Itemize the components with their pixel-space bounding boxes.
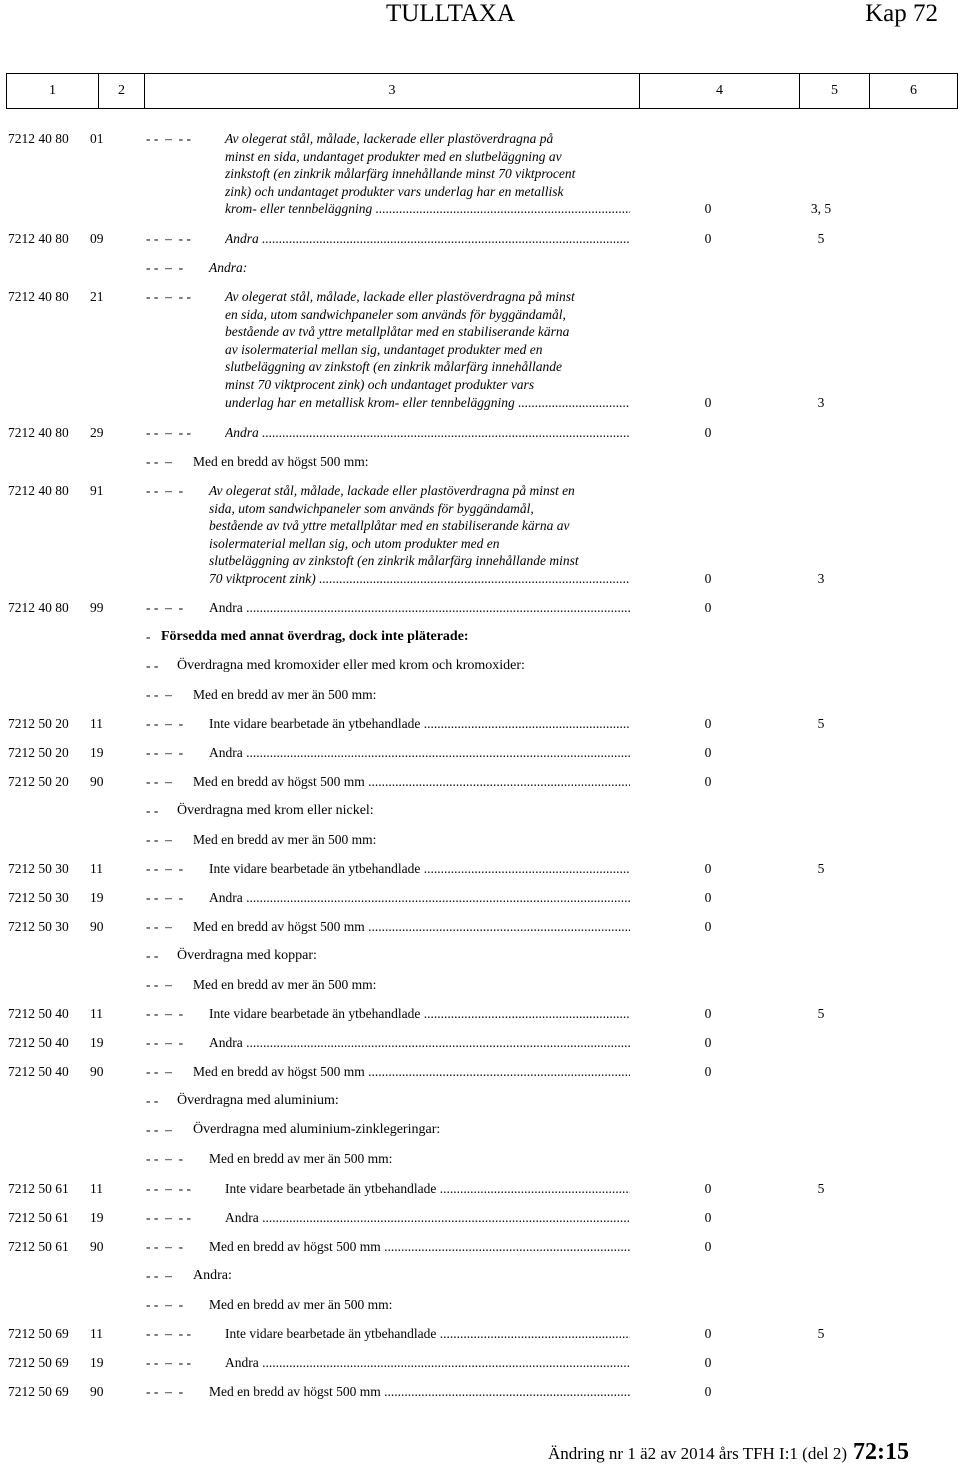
cn-code: 7212 50 69 — [8, 1326, 69, 1341]
description-line: Andra ..... — [209, 744, 630, 762]
description-line: Med en bredd av högst 500 mm: — [193, 454, 369, 469]
description — [209, 482, 630, 588]
indent-dashes: - - – - - — [146, 1355, 191, 1370]
column-header-3: 3 — [145, 74, 640, 108]
description-line: slutbeläggning av zinkstoft (en zinkrik målarfärg innehållande — [225, 359, 562, 375]
description-line: Av olegerat stål, målade, lackerade eller plastöverdragna på — [225, 131, 554, 146]
description-line: Med en bredd av mer än 500 mm: — [209, 1297, 393, 1312]
indent-dashes: - - – - — [146, 890, 184, 905]
indent-dashes: - - – - — [146, 1297, 184, 1312]
column-header-2: 2 — [99, 74, 145, 108]
sub-code: 09 — [90, 231, 104, 246]
description — [193, 773, 630, 791]
indent-dashes: - - – - — [146, 861, 184, 876]
description-line: Med en bredd av mer än 500 mm: — [193, 687, 377, 702]
cn-code: 7212 50 20 — [8, 716, 69, 731]
indent-dashes: - - – - - — [146, 1210, 191, 1225]
cn-code: 7212 50 30 — [8, 919, 69, 934]
description — [177, 657, 630, 675]
description-line: zinkstoft (en zinkrik målarfärg innehållande minst 70 viktprocent — [225, 166, 576, 182]
description-line: Av olegerat stål, målade, lackade eller plastöverdragna på minst en — [209, 483, 575, 498]
duty-rate: 0 — [704, 1210, 712, 1225]
description-line: Andra ..... — [225, 424, 630, 442]
description — [193, 831, 630, 849]
column-5-value: 3 — [817, 571, 825, 586]
sub-code: 90 — [90, 1064, 104, 1079]
column-header-6: 6 — [910, 83, 917, 98]
cn-code: 7212 50 61 — [8, 1181, 69, 1196]
sub-code: 11 — [90, 1181, 103, 1196]
cn-code: 7212 40 80 — [8, 600, 69, 615]
sub-code: 90 — [90, 1239, 104, 1254]
sub-code: 11 — [90, 1326, 103, 1341]
indent-dashes: - - — [146, 1093, 159, 1108]
description-line: isolermaterial mellan sig, och utom produkter med en — [209, 535, 500, 551]
description-line: Inte vidare bearbetade än ytbehandlade ..... — [209, 1005, 630, 1023]
description — [193, 453, 630, 471]
indent-dashes: - - – - — [146, 745, 184, 760]
description-line: Andra ..... — [209, 1034, 630, 1052]
sub-code: 19 — [90, 1210, 104, 1225]
description-line: sida, utom sandwichpaneler som används för byggändamål, — [209, 500, 534, 516]
description — [209, 860, 630, 878]
duty-rate: 0 — [704, 231, 712, 246]
sub-code: 21 — [90, 289, 104, 304]
description-line: bestående av två yttre metallplåtar med en stabiliserande kärna av — [209, 518, 570, 534]
column-5-value: 5 — [817, 861, 825, 876]
description-line: Andra ..... — [209, 889, 630, 907]
indent-dashes: - - – - - — [146, 231, 191, 246]
column-5-value: 3, 5 — [810, 201, 832, 217]
sub-code: 90 — [90, 919, 104, 934]
cn-code: 7212 50 40 — [8, 1006, 69, 1021]
page-number: 72:15 — [853, 1439, 910, 1465]
description-line: Inte vidare bearbetade än ytbehandlade ..... — [225, 1325, 630, 1343]
description — [209, 889, 630, 907]
indent-dashes: - - – — [146, 1122, 172, 1137]
sub-code: 01 — [90, 131, 104, 146]
description — [177, 1092, 630, 1110]
description — [225, 1325, 630, 1343]
description-line: Försedda med annat överdrag, dock inte pläterade: — [161, 629, 469, 644]
description-line: Med en bredd av mer än 500 mm: — [193, 977, 377, 992]
duty-rate: 0 — [704, 394, 712, 410]
column-5-value: 5 — [817, 716, 825, 731]
cn-code: 7212 50 69 — [8, 1384, 69, 1399]
description-line: Andra ..... — [225, 1209, 630, 1227]
indent-dashes: - - – — [146, 1268, 172, 1283]
description — [193, 686, 630, 704]
description — [209, 744, 630, 762]
description-line: underlag har en metallisk krom- eller tennbeläggning ..... — [225, 394, 630, 412]
description — [225, 1180, 630, 1198]
column-5-value: 3 — [817, 394, 825, 410]
description — [193, 1267, 630, 1285]
duty-rate: 0 — [704, 745, 712, 760]
description — [193, 1063, 630, 1081]
description-line: Överdragna med krom eller nickel: — [177, 803, 374, 818]
indent-dashes: - - – — [146, 687, 172, 702]
description-line: Andra: — [209, 260, 248, 275]
description-line: Inte vidare bearbetade än ytbehandlade ..... — [209, 860, 630, 878]
cn-code: 7212 50 20 — [8, 774, 69, 789]
indent-dashes: - - – - - — [146, 1181, 191, 1196]
description-line: Inte vidare bearbetade än ytbehandlade ..... — [225, 1180, 630, 1198]
indent-dashes: - - – — [146, 977, 172, 992]
description — [225, 230, 630, 248]
cn-code: 7212 40 80 — [8, 289, 69, 304]
cn-code: 7212 40 80 — [8, 131, 69, 146]
duty-rate: 0 — [704, 890, 712, 905]
indent-dashes: - - – - — [146, 1384, 184, 1399]
indent-dashes: - - – - — [146, 1006, 184, 1021]
duty-rate: 0 — [704, 571, 712, 586]
description-line: av isolermaterial mellan sig, undantaget produkter med en — [225, 341, 543, 357]
duty-rate: 0 — [704, 1181, 712, 1196]
sub-code: 29 — [90, 425, 104, 440]
sub-code: 11 — [90, 716, 103, 731]
description — [209, 1296, 630, 1314]
page-title: TULLTAXA — [386, 0, 516, 27]
indent-dashes: - - – - - — [146, 425, 191, 440]
description-line: Andra ..... — [225, 1354, 630, 1372]
cn-code: 7212 40 80 — [8, 231, 69, 246]
indent-dashes: - - – - - — [146, 131, 191, 146]
sub-code: 90 — [90, 1384, 104, 1399]
description — [193, 976, 630, 994]
footer-text: Ändring nr 1 ä2 av 2014 års TFH I:1 (del 2) — [548, 1444, 848, 1463]
description-line: zink) och undantaget produkter vars underlag har en metallisk — [225, 183, 564, 199]
duty-rate: 0 — [704, 201, 712, 217]
description — [209, 1034, 630, 1052]
column-5-value: 5 — [817, 1006, 825, 1021]
description — [177, 947, 630, 965]
duty-rate: 0 — [704, 1064, 712, 1079]
indent-dashes: - - — [146, 803, 159, 818]
duty-rate: 0 — [704, 716, 712, 731]
description — [209, 259, 630, 277]
indent-dashes: - - – — [146, 832, 172, 847]
column-header-4: 4 — [640, 74, 800, 108]
description — [193, 918, 630, 936]
cn-code: 7212 50 20 — [8, 745, 69, 760]
cn-code: 7212 50 40 — [8, 1035, 69, 1050]
cn-code: 7212 50 61 — [8, 1210, 69, 1225]
sub-code: 99 — [90, 600, 104, 615]
cn-code: 7212 50 69 — [8, 1355, 69, 1370]
description-line: Andra: — [193, 1268, 232, 1283]
sub-code: 91 — [90, 483, 104, 498]
duty-rate: 0 — [704, 919, 712, 934]
description — [161, 628, 630, 646]
indent-dashes: - — [146, 629, 151, 644]
description-line: Med en bredd av högst 500 mm ..... — [193, 918, 630, 936]
description-line: Med en bredd av mer än 500 mm: — [209, 1151, 393, 1166]
chapter-label: Kap 72 — [865, 0, 938, 27]
column-5-value: 5 — [817, 231, 825, 246]
description-line: Med en bredd av högst 500 mm ..... — [193, 773, 630, 791]
description-line: Överdragna med aluminium: — [177, 1093, 339, 1108]
indent-dashes: - - – — [146, 919, 172, 934]
description — [225, 288, 630, 411]
description — [225, 1209, 630, 1227]
description-line: Överdragna med aluminium-zinklegeringar: — [193, 1122, 441, 1137]
page-footer — [548, 1440, 909, 1466]
sub-code: 19 — [90, 1035, 104, 1050]
sub-code: 11 — [90, 861, 103, 876]
sub-code: 19 — [90, 1355, 104, 1370]
description-line: Med en bredd av mer än 500 mm: — [193, 832, 377, 847]
indent-dashes: - - – - — [146, 716, 184, 731]
column-header-bar — [6, 73, 958, 109]
description-line: Inte vidare bearbetade än ytbehandlade ..... — [209, 715, 630, 733]
description-line: Med en bredd av högst 500 mm ..... — [193, 1063, 630, 1081]
cn-code: 7212 40 80 — [8, 425, 69, 440]
column-header-5: 5 — [800, 74, 870, 108]
description — [225, 1354, 630, 1372]
description-line: minst en sida, undantaget produkter med en slutbeläggning av — [225, 148, 562, 164]
indent-dashes: - - – - - — [146, 1326, 191, 1341]
indent-dashes: - - — [146, 948, 159, 963]
duty-rate: 0 — [704, 600, 712, 615]
cn-code: 7212 50 30 — [8, 861, 69, 876]
indent-dashes: - - – - — [146, 260, 184, 275]
description-line: slutbeläggning av zinkstoft (en zinkrik målarfärg innehållande minst — [209, 553, 579, 569]
description-line: Av olegerat stål, målade, lackade eller plastöverdragna på minst — [225, 289, 575, 304]
column-5-value: 5 — [817, 1326, 825, 1341]
description — [209, 599, 630, 617]
duty-rate: 0 — [704, 861, 712, 876]
duty-rate: 0 — [704, 1326, 712, 1341]
duty-rate: 0 — [704, 1355, 712, 1370]
description — [209, 1383, 630, 1401]
description — [225, 424, 630, 442]
description-line: 70 viktprocent zink) ..... — [209, 570, 630, 588]
cn-code: 7212 50 40 — [8, 1064, 69, 1079]
indent-dashes: - - — [146, 658, 159, 673]
description-line: minst 70 viktprocent zink) och undantaget produkter vars — [225, 376, 535, 392]
duty-rate: 0 — [704, 1239, 712, 1254]
description — [209, 715, 630, 733]
description-line: Med en bredd av högst 500 mm ..... — [209, 1238, 630, 1256]
sub-code: 11 — [90, 1006, 103, 1021]
cn-code: 7212 50 30 — [8, 890, 69, 905]
description — [193, 1121, 630, 1139]
indent-dashes: - - – - — [146, 1239, 184, 1254]
description — [209, 1005, 630, 1023]
description-line: Andra ..... — [209, 599, 630, 617]
indent-dashes: - - – - — [146, 600, 184, 615]
indent-dashes: - - – — [146, 1064, 172, 1079]
description-line: Andra ..... — [225, 230, 630, 248]
indent-dashes: - - – — [146, 454, 172, 469]
duty-rate: 0 — [704, 1384, 712, 1399]
description — [177, 802, 630, 820]
description — [225, 130, 630, 218]
indent-dashes: - - – - - — [146, 289, 191, 304]
cn-code: 7212 50 61 — [8, 1239, 69, 1254]
indent-dashes: - - – — [146, 774, 172, 789]
description-line: Överdragna med kromoxider eller med krom och kromoxider: — [177, 658, 525, 673]
description — [209, 1150, 630, 1168]
duty-rate: 0 — [704, 1006, 712, 1021]
column-5-value: 5 — [817, 1181, 825, 1196]
cn-code: 7212 40 80 — [8, 483, 69, 498]
description-line: Överdragna med koppar: — [177, 948, 317, 963]
description-line: krom- eller tennbeläggning ..... — [225, 200, 630, 218]
duty-rate: 0 — [704, 1035, 712, 1050]
description — [209, 1238, 630, 1256]
sub-code: 19 — [90, 890, 104, 905]
description-line: bestående av två yttre metallplåtar med en stabiliserande kärna — [225, 324, 570, 340]
sub-code: 19 — [90, 745, 104, 760]
indent-dashes: - - – - — [146, 1151, 184, 1166]
description-line: en sida, utom sandwichpaneler som används för byggändamål, — [225, 306, 566, 322]
indent-dashes: - - – - — [146, 483, 184, 498]
sub-code: 90 — [90, 774, 104, 789]
column-header-1: 1 — [7, 74, 99, 108]
indent-dashes: - - – - — [146, 1035, 184, 1050]
duty-rate: 0 — [704, 774, 712, 789]
duty-rate: 0 — [704, 425, 712, 440]
description-line: Med en bredd av högst 500 mm ..... — [209, 1383, 630, 1401]
